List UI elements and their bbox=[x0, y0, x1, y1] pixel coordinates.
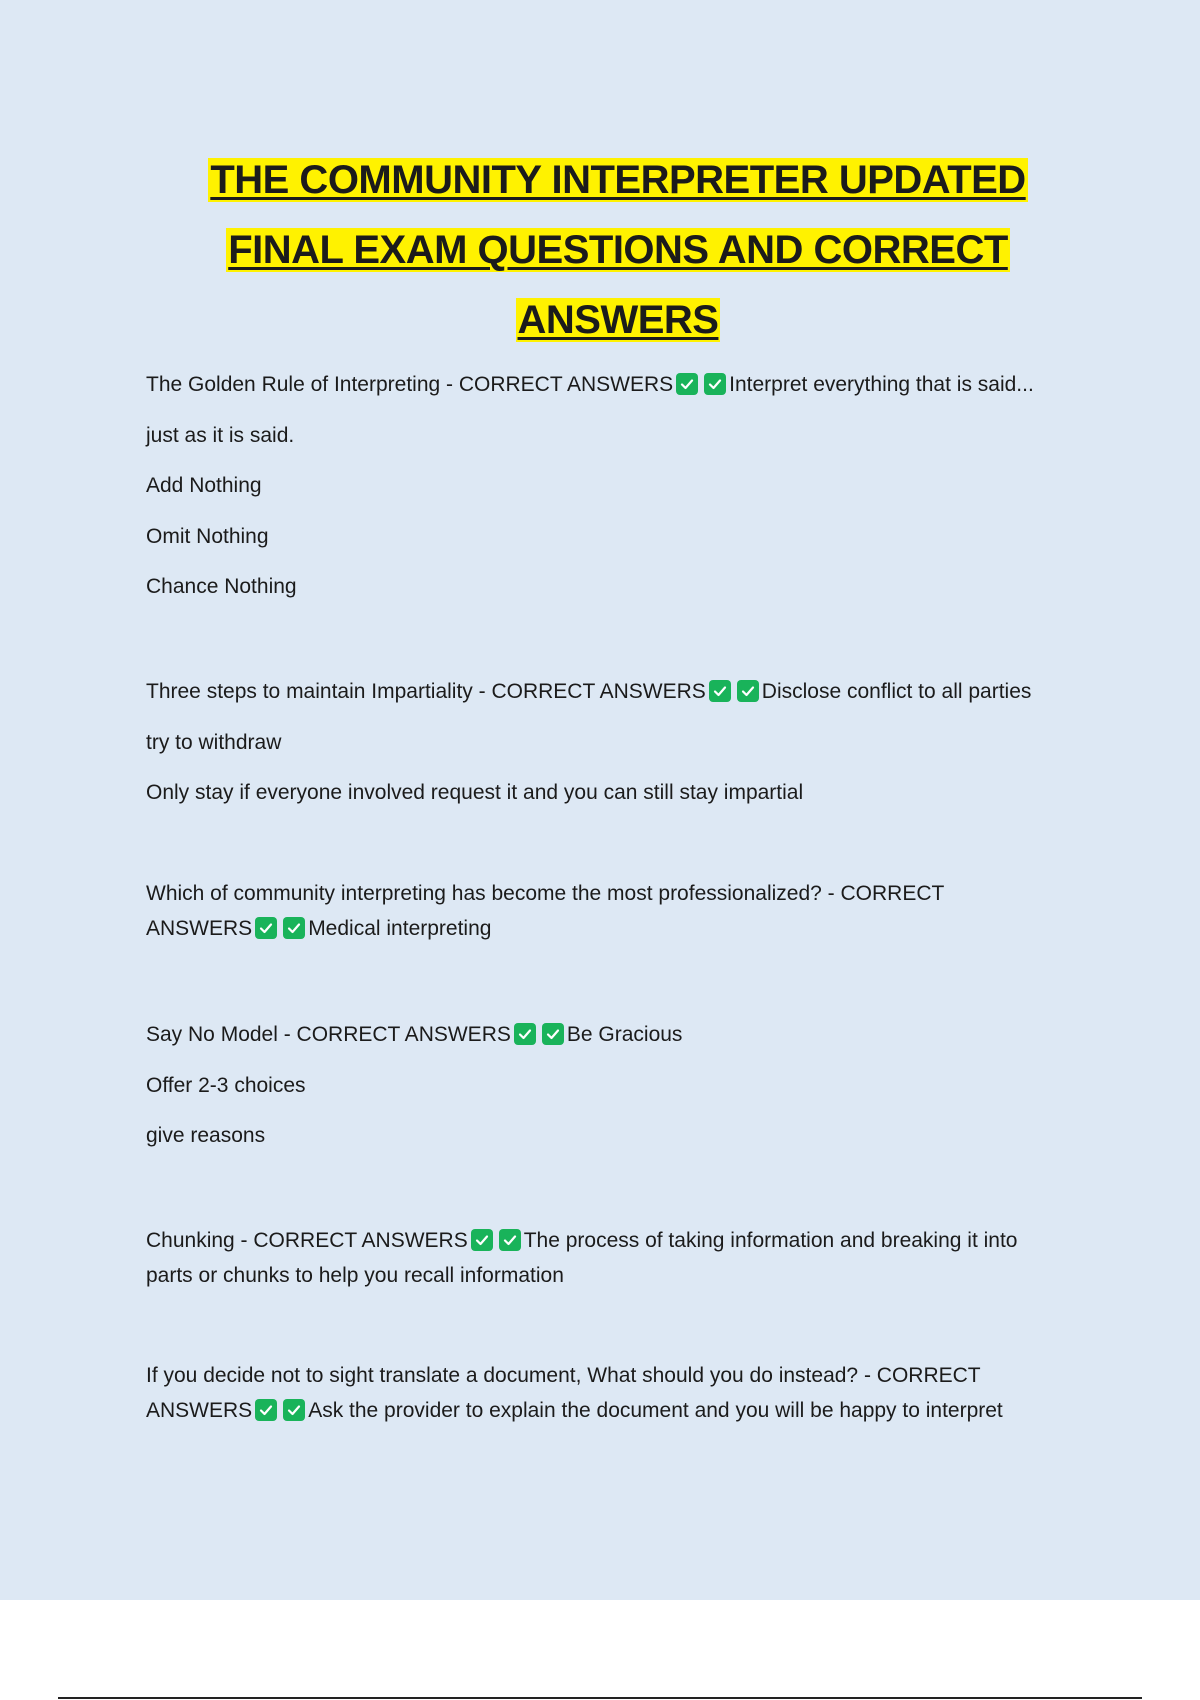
question-line bbox=[146, 1223, 1086, 1258]
check-mark-icon bbox=[255, 1399, 277, 1421]
question-text: Three steps to maintain Impartiality - CORRECT ANSWERS bbox=[146, 680, 706, 703]
answer-text: Interpret everything that is said... bbox=[729, 373, 1034, 396]
question-text: Chunking - CORRECT ANSWERS bbox=[146, 1229, 468, 1252]
question-line: If you decide not to sight translate a document, What should you do instead? - CORRECT bbox=[146, 1364, 981, 1387]
question-text: ANSWERS bbox=[146, 1399, 253, 1422]
answer-line: Omit Nothing bbox=[146, 524, 269, 548]
document-title bbox=[120, 145, 1116, 355]
question-line bbox=[146, 1393, 1086, 1428]
question-line bbox=[146, 1010, 1086, 1061]
answer-line: try to withdraw bbox=[146, 730, 282, 754]
answer-line: parts or chunks to help you recall information bbox=[146, 1264, 564, 1287]
answer-line: Offer 2-3 choices bbox=[146, 1073, 306, 1097]
question-text: The Golden Rule of Interpreting - CORRECT ANSWERS bbox=[146, 373, 674, 396]
check-mark-icon bbox=[514, 1023, 536, 1045]
check-mark-icon bbox=[542, 1023, 564, 1045]
qa-item bbox=[146, 1223, 1086, 1293]
title-line: THE COMMUNITY INTERPRETER UPDATED bbox=[210, 158, 1026, 202]
answer-text: Ask the provider to explain the document and you will be happy to interpret bbox=[308, 1399, 1003, 1422]
check-mark-icon bbox=[283, 917, 305, 939]
check-mark-icon bbox=[471, 1229, 493, 1251]
answer-line: Only stay if everyone involved request it and you can still stay impartial bbox=[146, 781, 804, 804]
answer-line: Chance Nothing bbox=[146, 575, 297, 598]
check-mark-icon bbox=[283, 1399, 305, 1421]
question-line bbox=[146, 911, 1086, 946]
check-mark-icon bbox=[255, 917, 277, 939]
question-line: Which of community interpreting has become the most professionalized? - CORRECT bbox=[146, 882, 945, 905]
footer-divider bbox=[58, 1697, 1142, 1699]
qa-item bbox=[146, 1358, 1086, 1428]
qa-item bbox=[146, 667, 1086, 819]
answer-text: The process of taking information and breaking it into bbox=[523, 1229, 1018, 1252]
check-mark-icon bbox=[499, 1229, 521, 1251]
qa-item bbox=[146, 1010, 1086, 1162]
check-mark-icon bbox=[676, 373, 698, 395]
qa-item bbox=[146, 360, 1086, 613]
answer-line: give reasons bbox=[146, 1124, 266, 1147]
question-text: Say No Model - CORRECT ANSWERS bbox=[146, 1023, 511, 1046]
title-line: ANSWERS bbox=[517, 298, 719, 342]
check-mark-icon bbox=[709, 680, 731, 702]
qa-item bbox=[146, 876, 1086, 946]
answer-text: Be Gracious bbox=[566, 1023, 683, 1046]
answer-text: Disclose conflict to all parties bbox=[761, 680, 1032, 703]
question-text: ANSWERS bbox=[146, 917, 253, 940]
answer-line: just as it is said. bbox=[146, 423, 295, 447]
question-line bbox=[146, 667, 1086, 718]
check-mark-icon bbox=[737, 680, 759, 702]
answer-text: Medical interpreting bbox=[308, 917, 492, 940]
check-mark-icon bbox=[704, 373, 726, 395]
answer-line: Add Nothing bbox=[146, 474, 262, 497]
question-line bbox=[146, 360, 1086, 411]
title-line: FINAL EXAM QUESTIONS AND CORRECT bbox=[228, 228, 1008, 272]
